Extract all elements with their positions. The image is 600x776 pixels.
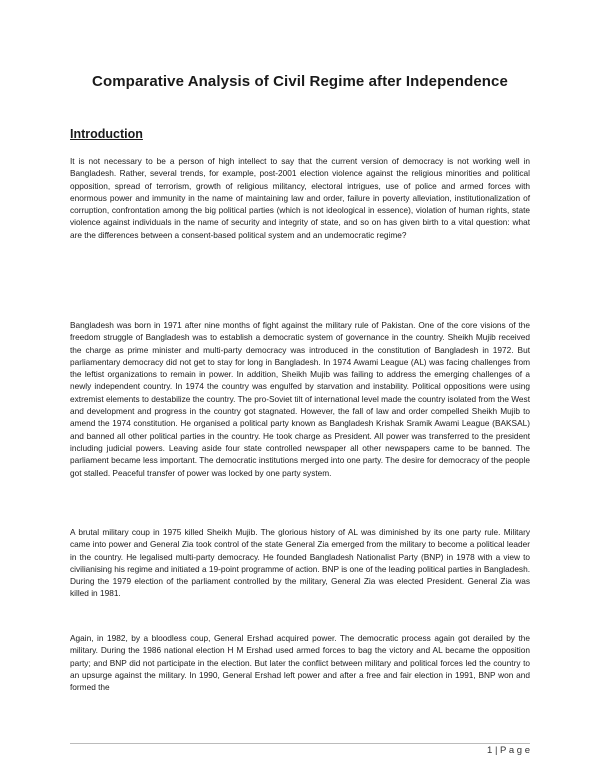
page-title: Comparative Analysis of Civil Regime after Independence xyxy=(92,73,508,90)
paragraph: A brutal military coup in 1975 killed Sheikh Mujib. The glorious history of AL was diminished by its one party rule. Military came into power and General Zia took control of the state General Zia emerged from the military to become a political leader in the country. He legalised multi-party democracy. He founded Bangladesh Nationalist Party (BNP) in 1978 with a view to civilianising his regime and initiated a 19-point programme of action. BNP is one of the leading political parties in Bangladesh. During the 1979 election of the parliament controlled by the military, General Zia was elected President. General Zia was killed in 1981. xyxy=(70,527,530,599)
page-number: 1 | P a g e xyxy=(487,745,530,756)
section-heading: Introduction xyxy=(70,127,143,141)
footer-divider xyxy=(70,743,530,744)
paragraph: Bangladesh was born in 1971 after nine months of fight against the military rule of Pakistan. One of the core visions of the freedom struggle of Bangladesh was to establish a democratic system of governance in the country. Sheikh Mujib received the charge as prime minister and multi-party democracy was introduced in the constitution of Bangladesh in 1972. But parliamentary democracy did not get to stay for long in Bangladesh. In 1974 Awami League (AL) was facing challenges from the leftist organizations to remain in power. In addition, Sheikh Mujib was failing to address the emerging challenges of a newly independent country. In 1974 the country was engulfed by starvation and instability. Political oppositions were using extremist elements to destabilize the country. The pro-Soviet tilt of international level made the country isolated from the West and development and progress in the country got stagnated. However, the fall of law and order compelled Sheikh Mujib to amend the 1974 constitution. He organised a political party known as Bangladesh Krishak Sramik Awami League (BAKSAL) and banned all other political parties in the country. He took charge as President. All power was transferred to the president including judicial powers. Leaving aside four state controlled newspaper all other newspapers came to be banned. The parliament became less important. The democratic institutions merged into one party. The desire for democracy of the people got stalled. Peaceful transfer of power was locked by one party system. xyxy=(70,320,530,478)
paragraph: Again, in 1982, by a bloodless coup, General Ershad acquired power. The democratic process again got derailed by the military. During the 1986 national election H M Ershad used armed forces to bag the victory and AL became the opposition party; and BNP did not participate in the election. But later the conflict between military and political forces led the country to an upsurge against the military. In 1990, General Ershad left power and after a free and fair election in 1991, BNP won and formed the xyxy=(70,633,530,693)
paragraph: It is not necessary to be a person of high intellect to say that the current version of democracy is not working well in Bangladesh. Rather, several trends, for example, post-2001 election violence against the religious minorities and political opposition, spread of terrorism, growth of religious militancy, electoral intrigues, use of police and armed forces with enormous power and immunity in the name of maintaining law and order, failure in poverty alleviation, institutionalization of corruption, confrontation among the big political parties (which is not ideological in essence), violation of human rights, state violence against individuals in the name of security and integrity of state, and so on has given birth to a vital question: what are the differences between a consent-based political system and an undemocratic regime? xyxy=(70,156,530,240)
